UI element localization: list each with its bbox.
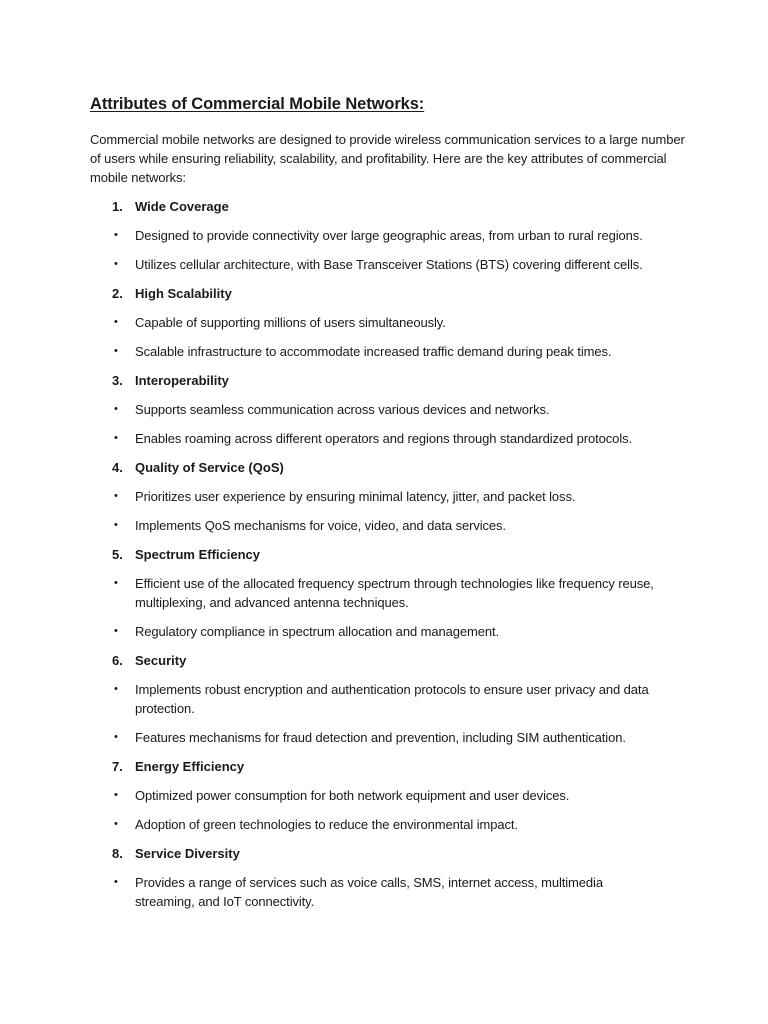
bullet-icon: • — [114, 490, 118, 502]
bullet-text: Optimized power consumption for both network equipment and user devices. — [135, 788, 570, 803]
bullet-text: Adoption of green technologies to reduce the environmental impact. — [135, 817, 518, 832]
bullet-text: Features mechanisms for fraud detection and prevention, including SIM authentication. — [135, 730, 626, 745]
bullet-text: Designed to provide connectivity over large geographic areas, from urban to rural regions. — [135, 228, 643, 243]
list-item — [90, 574, 690, 612]
section-number: 4. — [112, 460, 123, 475]
section-heading — [90, 651, 690, 670]
bullet-icon: • — [114, 625, 118, 637]
section-heading-text: Quality of Service (QoS) — [135, 460, 284, 475]
section-heading-text: Wide Coverage — [135, 199, 229, 214]
section-heading-text: Security — [135, 653, 187, 668]
intro-paragraph: Commercial mobile networks are designed to provide wireless communication services to a large number of users while ensuring reliability, scalability, and profitability. Here are the key attributes of commercial mobile networks: — [90, 132, 685, 185]
section-heading — [90, 284, 690, 303]
bullet-text: Regulatory compliance in spectrum allocation and management. — [135, 624, 499, 639]
bullet-icon: • — [114, 818, 118, 830]
list-item — [90, 786, 690, 805]
section-heading-text: High Scalability — [135, 286, 232, 301]
section-heading — [90, 197, 690, 216]
list-item — [90, 313, 690, 332]
bullet-text: Implements robust encryption and authentication protocols to ensure user privacy and data protection. — [135, 682, 649, 716]
bullet-icon: • — [114, 519, 118, 531]
bullet-icon: • — [114, 577, 118, 589]
list-item — [90, 400, 690, 419]
bullet-icon: • — [114, 876, 118, 888]
section-heading — [90, 844, 690, 863]
section-heading — [90, 371, 690, 390]
bullet-icon: • — [114, 432, 118, 444]
document-page — [90, 92, 690, 911]
list-item — [90, 622, 690, 641]
section-heading — [90, 757, 690, 776]
bullet-icon: • — [114, 345, 118, 357]
bullet-icon: • — [114, 683, 118, 695]
list-item — [90, 728, 690, 747]
bullet-text: Capable of supporting millions of users simultaneously. — [135, 315, 446, 330]
section-number: 7. — [112, 759, 123, 774]
bullet-icon: • — [114, 316, 118, 328]
list-item — [90, 255, 690, 274]
section-heading-text: Spectrum Efficiency — [135, 547, 260, 562]
bullet-text: Enables roaming across different operators and regions through standardized protocols. — [135, 431, 633, 446]
bullet-text: Scalable infrastructure to accommodate increased traffic demand during peak times. — [135, 344, 612, 359]
bullet-text: Implements QoS mechanisms for voice, video, and data services. — [135, 518, 506, 533]
attributes-list — [90, 197, 690, 911]
list-item — [90, 873, 690, 911]
bullet-icon: • — [114, 258, 118, 270]
bullet-text: Prioritizes user experience by ensuring minimal latency, jitter, and packet loss. — [135, 489, 576, 504]
bullet-text: Supports seamless communication across various devices and networks. — [135, 402, 550, 417]
list-item — [90, 487, 690, 506]
list-item — [90, 516, 690, 535]
section-heading-text: Energy Efficiency — [135, 759, 245, 774]
list-item — [90, 680, 690, 718]
section-heading-text: Service Diversity — [135, 846, 240, 861]
bullet-text: Utilizes cellular architecture, with Base Transceiver Stations (BTS) covering different cells. — [135, 257, 643, 272]
bullet-text: Efficient use of the allocated frequency spectrum through technologies like frequency reuse, multiplexing, and advanced antenna techniques. — [135, 576, 654, 610]
bullet-text: Provides a range of services such as voice calls, SMS, internet access, multimedia streaming, and IoT connectivity. — [135, 875, 603, 909]
section-number: 1. — [112, 199, 123, 214]
section-heading-text: Interoperability — [135, 373, 229, 388]
page-title: Attributes of Commercial Mobile Networks: — [90, 95, 425, 113]
bullet-icon: • — [114, 731, 118, 743]
section-number: 3. — [112, 373, 123, 388]
section-number: 5. — [112, 547, 123, 562]
list-item — [90, 815, 690, 834]
bullet-icon: • — [114, 229, 118, 241]
list-item — [90, 429, 690, 448]
bullet-icon: • — [114, 403, 118, 415]
list-item — [90, 342, 690, 361]
section-number: 6. — [112, 653, 123, 668]
section-heading — [90, 545, 690, 564]
section-number: 8. — [112, 846, 123, 861]
section-number: 2. — [112, 286, 123, 301]
bullet-icon: • — [114, 789, 118, 801]
section-heading — [90, 458, 690, 477]
list-item — [90, 226, 690, 245]
